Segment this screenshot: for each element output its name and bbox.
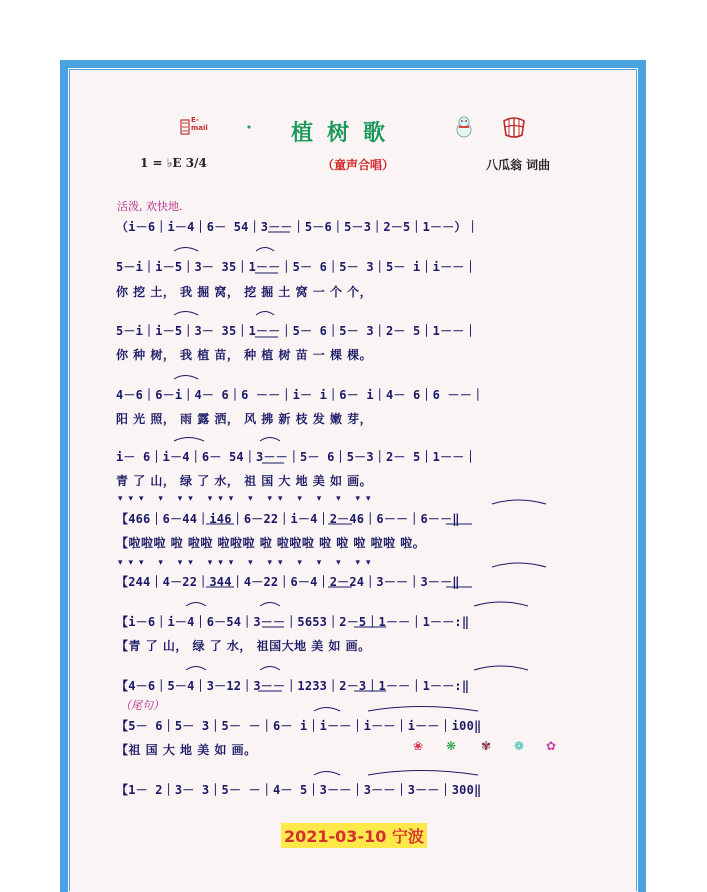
verse-3-lyrics: 阳 光 照， 雨 露 洒， 风 拂 新 枝 发 嫩 芽，: [116, 412, 373, 426]
chorus-top-notes: 【466｜6－44｜i46｜6－22｜i－4｜2－46｜6－－｜6－－‖: [116, 512, 460, 526]
verse-5-top-notes: 【i－6｜i－4｜6－54｜3－－｜5653｜2－5｜1－－｜1－－:‖: [116, 615, 470, 629]
coda-bottom-notes: 【1－ 2｜3－ 3｜5－ －｜4－ 5｜3－－｜3－－｜3－－｜300‖: [116, 783, 482, 797]
flower-icon: ✾: [481, 739, 492, 753]
coda-top-notes: 【5－ 6｜5－ 3｜5－ －｜6－ i｜i－－｜i－－｜i－－｜i00‖: [116, 719, 482, 733]
staccato-dots-bottom: ▾▾▾ ▾ ▾▾ ▾▾▾ ▾ ▾▾ ▾ ▾ ▾ ▾▾: [118, 558, 377, 568]
song-title: 植树歌: [291, 121, 400, 146]
date-location-footer: 2021-03-10 宁波: [281, 823, 427, 848]
performance-note: （童声合唱）: [322, 158, 395, 172]
intro-notes: （i－6｜i－4｜6－ 54｜3－－｜5－6｜5－3｜2－5｜1－－）｜: [116, 220, 479, 234]
coda-label: （尾句）: [120, 699, 164, 712]
flower-icon: ❋: [446, 739, 457, 753]
flower-icon: ✿: [546, 739, 557, 753]
key-signature: 1 = ♭E 3/4: [140, 156, 207, 170]
verse-4-notes: i－ 6｜i－4｜6－ 54｜3－－｜5－ 6｜5－3｜2－ 5｜1－－｜: [116, 450, 477, 464]
staccato-dots-top: ▾▾▾ ▾ ▾▾ ▾▾▾ ▾ ▾▾ ▾ ▾ ▾ ▾▾: [118, 494, 377, 504]
verse-3-notes: 4－6｜6－i｜4－ 6｜6 －－｜i－ i｜6－ i｜4－ 6｜6 －－｜: [116, 388, 485, 402]
verse-4-lyrics: 青 了 山， 绿 了 水， 祖 国 大 地 美 如 画。: [116, 474, 373, 488]
verse-1-lyrics: 你 挖 土， 我 掘 窝， 挖 掘 土 窝 一 个 个，: [116, 285, 373, 299]
flower-icon: ❁: [514, 739, 525, 753]
verse-5-bottom-notes: 【4－6｜5－4｜3－12｜3－－｜1233｜2－3｜1－－｜1－－:‖: [116, 679, 470, 693]
verse-1-notes: 5－i｜i－5｜3－ 35｜1－－｜5－ 6｜5－ 3｜5－ i｜i－－｜: [116, 260, 477, 274]
verse-5-lyrics: 【青 了 山， 绿 了 水， 祖国大地 美 如 画。: [116, 639, 371, 653]
verse-2-lyrics: 你 种 树， 我 植 苗， 种 植 树 苗 一 棵 棵。: [116, 348, 373, 362]
lyricist-composer: 八瓜翁 词曲: [486, 158, 551, 172]
email-icon-label: E-mail: [191, 116, 208, 132]
tempo-marking: 活泼, 欢快地.: [117, 200, 183, 213]
chorus-bottom-notes: 【244｜4－22｜344｜4－22｜6－4｜2－24｜3－－｜3－－‖: [116, 575, 460, 589]
flower-icon: ❀: [413, 739, 424, 753]
verse-2-notes: 5－i｜i－5｜3－ 35｜1－－｜5－ 6｜5－ 3｜2－ 5｜1－－｜: [116, 324, 477, 338]
coda-lyrics: 【祖 国 大 地 美 如 画。: [116, 743, 257, 757]
chorus-lyrics: 【啦啦啦 啦 啦啦 啦啦啦 啦 啦啦啦 啦 啦 啦 啦啦 啦。: [116, 536, 426, 550]
